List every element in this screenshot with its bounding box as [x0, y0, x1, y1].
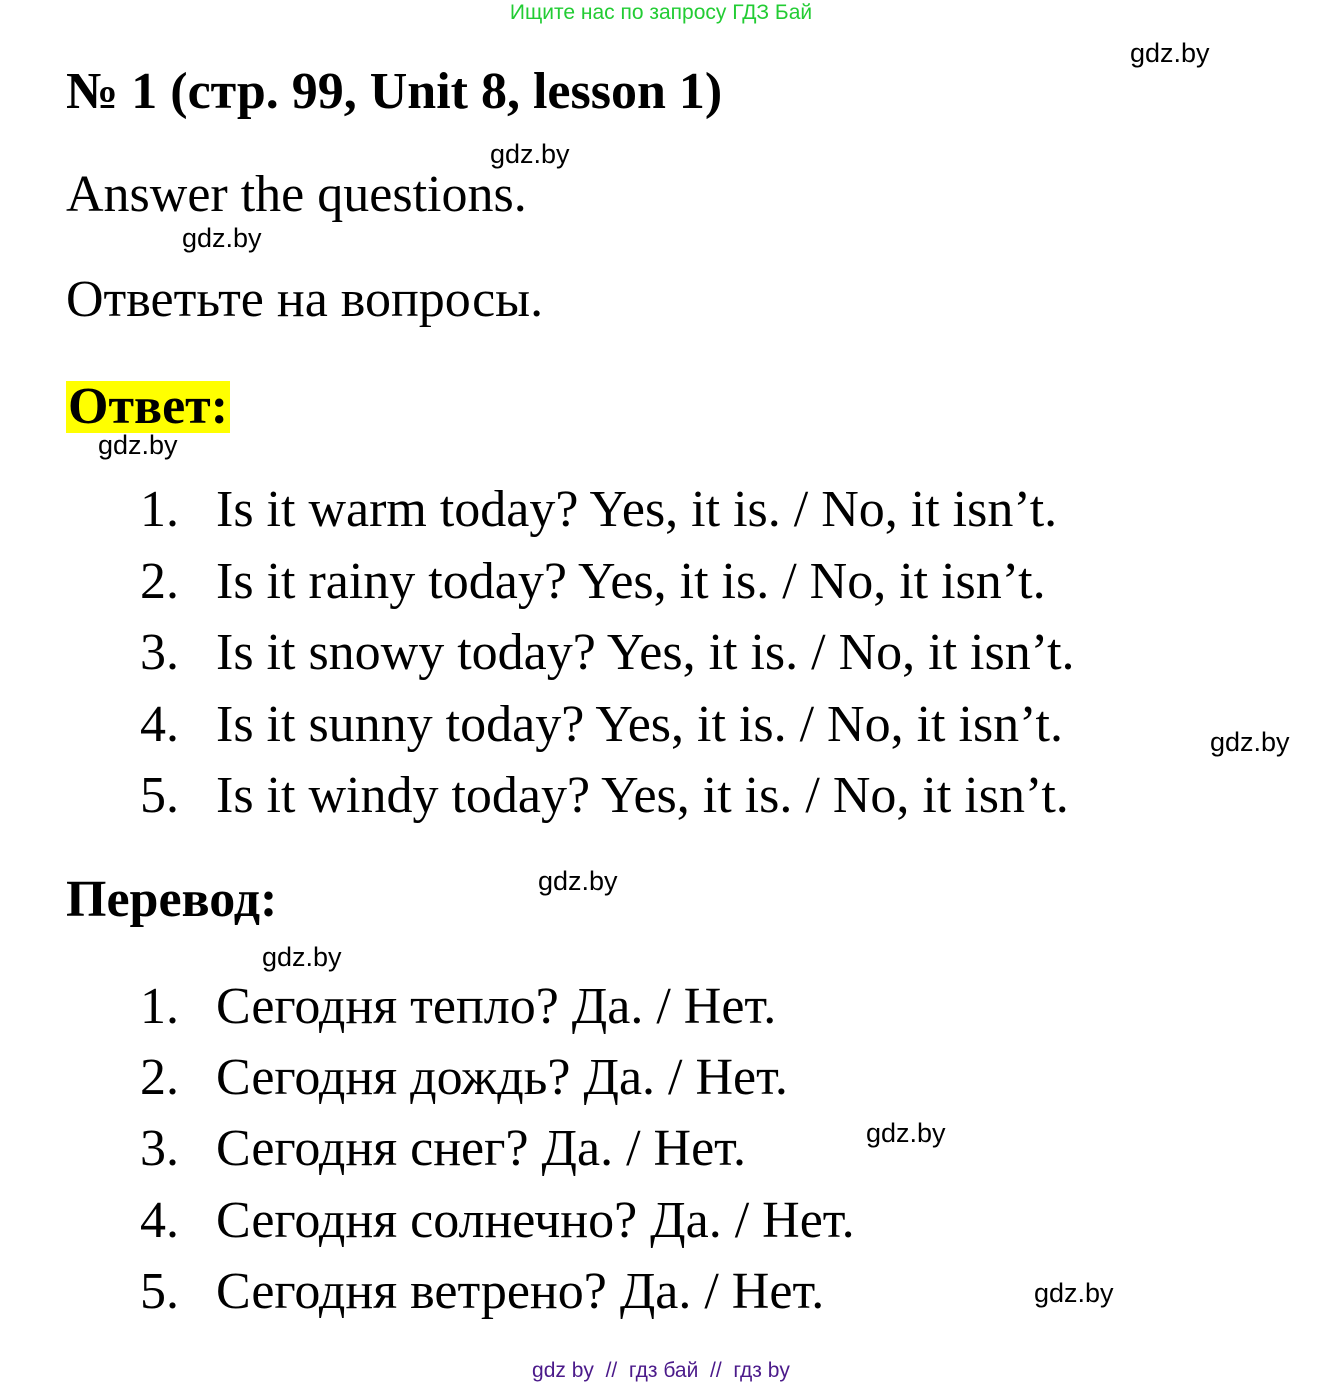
item-text: Is it sunny today? Yes, it is. / No, it isn’t. — [216, 696, 1064, 753]
item-number: 5. — [140, 1263, 179, 1320]
list-item — [140, 624, 1075, 681]
item-number: 4. — [140, 1192, 179, 1249]
list-item — [140, 978, 777, 1035]
item-number: 2. — [140, 553, 179, 610]
item-text: Is it windy today? Yes, it is. / No, it isn’t. — [216, 767, 1069, 824]
watermark: gdz.by — [538, 866, 618, 896]
item-number: 4. — [140, 696, 179, 753]
list-item — [140, 767, 1069, 824]
item-number: 1. — [140, 978, 179, 1035]
item-number: 1. — [140, 481, 179, 538]
watermark: gdz.by — [98, 430, 178, 460]
watermark: gdz.by — [1210, 727, 1290, 757]
item-text: Сегодня снег? Да. / Нет. — [216, 1120, 746, 1177]
item-text: Сегодня тепло? Да. / Нет. — [216, 978, 777, 1035]
list-item — [140, 1049, 788, 1106]
answer-heading: Ответ: — [68, 378, 229, 435]
item-text: Is it warm today? Yes, it is. / No, it isn’t. — [216, 481, 1058, 538]
translation-heading: Перевод: — [66, 871, 278, 928]
watermark: gdz.by — [262, 942, 342, 972]
item-text: Сегодня солнечно? Да. / Нет. — [216, 1192, 855, 1249]
task-russian: Ответьте на вопросы. — [66, 271, 544, 328]
item-number: 2. — [140, 1049, 179, 1106]
footer-links[interactable]: gdz by // гдз бай // гдз by — [532, 1359, 790, 1382]
list-item — [140, 1120, 746, 1177]
watermark: gdz.by — [1034, 1278, 1114, 1308]
page-title: № 1 (стр. 99, Unit 8, lesson 1) — [66, 63, 723, 120]
search-banner-link[interactable]: Ищите нас по запросу ГДЗ Бай — [509, 1, 813, 24]
watermark: gdz.by — [182, 223, 262, 253]
item-text: Is it rainy today? Yes, it is. / No, it isn’t. — [216, 553, 1046, 610]
item-text: Сегодня дождь? Да. / Нет. — [216, 1049, 788, 1106]
item-number: 3. — [140, 624, 179, 681]
item-text: Is it snowy today? Yes, it is. / No, it isn’t. — [216, 624, 1075, 681]
list-item — [140, 481, 1058, 538]
list-item — [140, 1192, 855, 1249]
watermark: gdz.by — [1130, 38, 1210, 68]
list-item — [140, 1263, 825, 1320]
item-text: Сегодня ветрено? Да. / Нет. — [216, 1263, 825, 1320]
item-number: 3. — [140, 1120, 179, 1177]
item-number: 5. — [140, 767, 179, 824]
list-item — [140, 553, 1046, 610]
watermark: gdz.by — [490, 139, 570, 169]
watermark: gdz.by — [866, 1118, 946, 1148]
list-item — [140, 696, 1064, 753]
task-english: Answer the questions. — [66, 166, 527, 223]
